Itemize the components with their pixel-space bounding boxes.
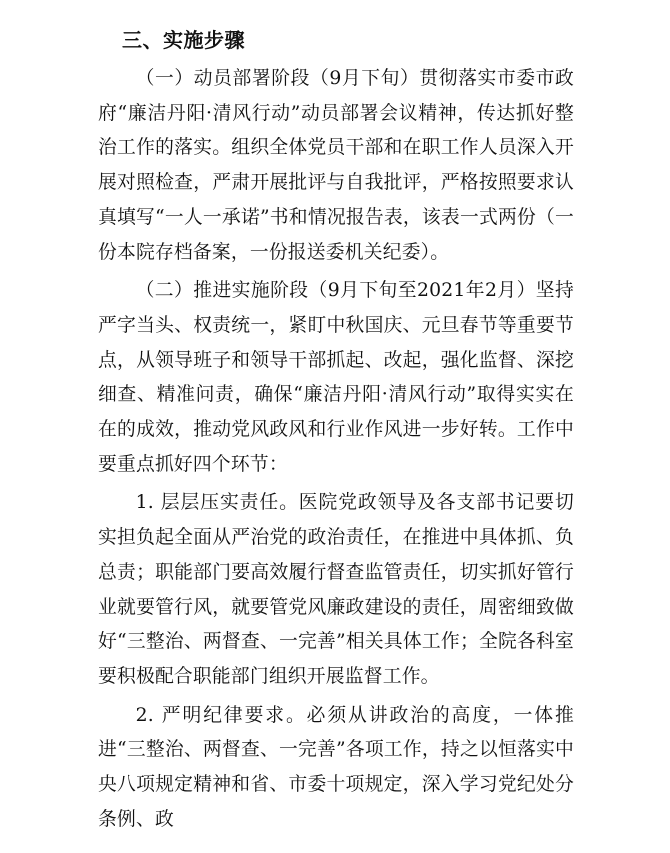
document-page (98, 26, 574, 841)
paragraph-strict-discipline: 2. 严明纪律要求。必须从讲政治的高度，一体推进“三整治、两督查、一完善”各项工作，持之以恒落实中央八项规定精神和省、市委十项规定，深入学习党纪处分条例、政 (98, 704, 574, 830)
paragraph-compact-responsibility: 1. 层层压实责任。医院党政领导及各支部书记要切实担负起全面从严治党的政治责任，在推进中具体抓、负总责；职能部门要高效履行督查监管责任，切实抓好管行业就要管行风，就要管党风廉政建设的责任，周密细致做好“三整治、两督查、一完善”相关具体工作；全院各科室要积极配合职能部门组织开展监督工作。 (98, 492, 574, 687)
paragraph-implementation-stage: （二）推进实施阶段（9月下旬至2021年2月）坚持严字当头、权责统一，紧盯中秋国庆、元旦春节等重要节点，从领导班子和领导干部抓起、改起，强化监督、深挖细查、精准问责，确保“廉洁丹阳·清风行动”取得实实在在的成效，推动党风政风和行业作风进一步好转。工作中要重点抓好四个环节： (98, 280, 574, 475)
paragraph-mobilization-stage: （一）动员部署阶段（9月下旬）贯彻落实市委市政府“廉洁丹阳·清风行动”动员部署会议精神，传达抓好整治工作的落实。组织全体党员干部和在职工作人员深入开展对照检查，严肃开展批评与自我批评，严格按照要求认真填写“一人一承诺”书和情况报告表，该表一式两份（一份本院存档备案，一份报送委机关纪委）。 (98, 68, 574, 263)
section-heading: 三、实施步骤 (122, 28, 245, 52)
